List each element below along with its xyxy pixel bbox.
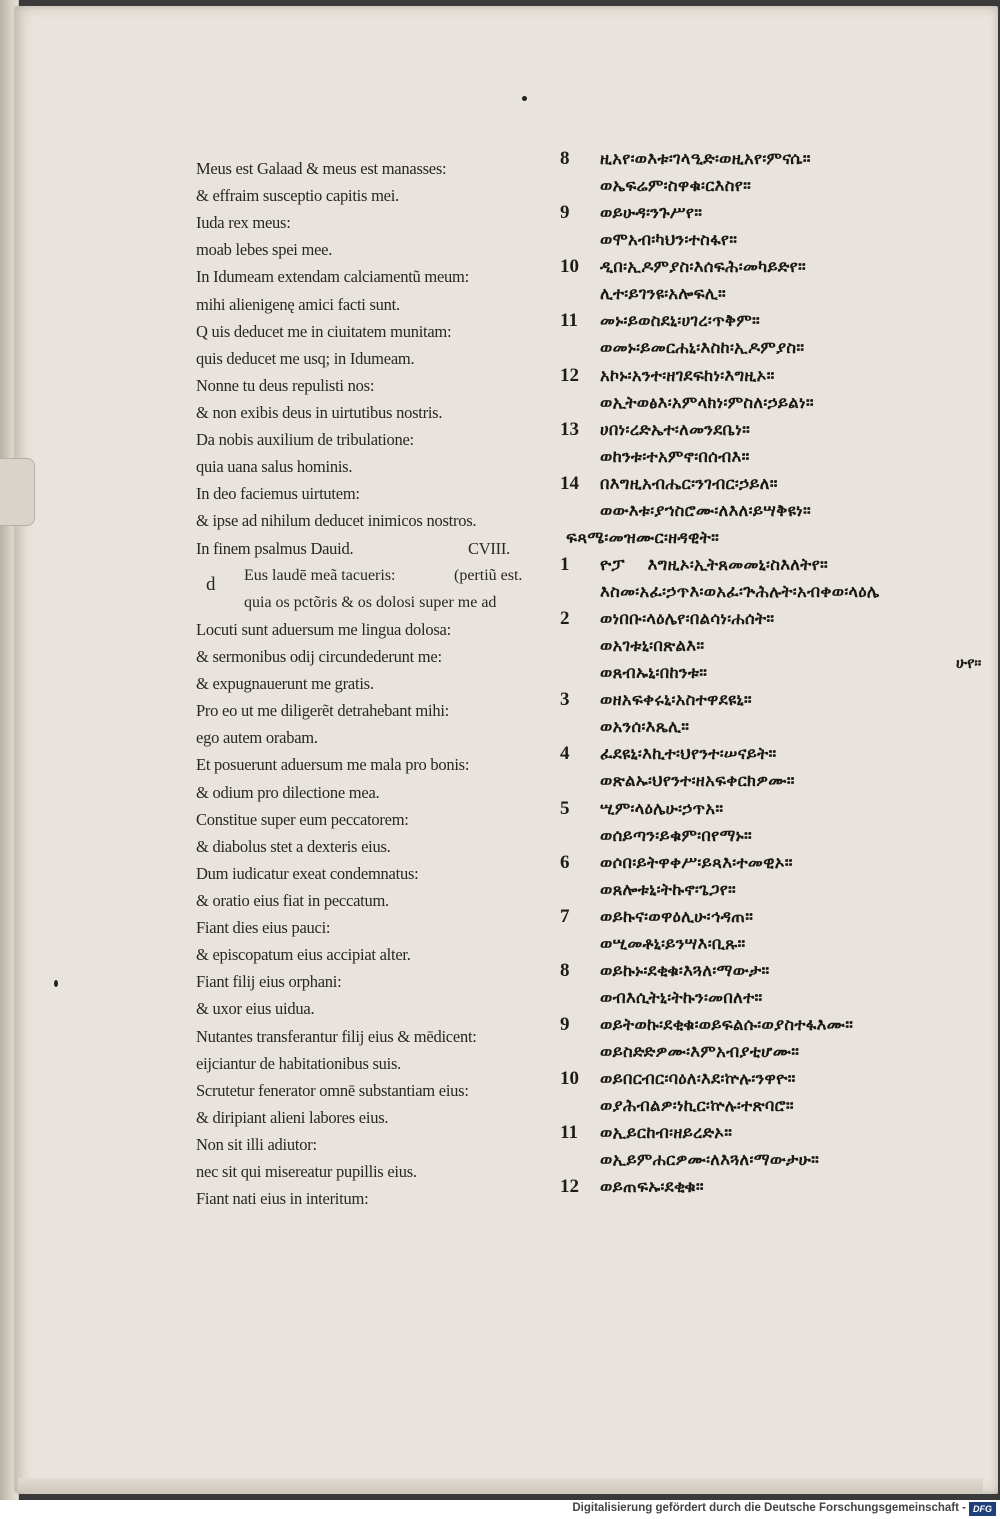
ethiopic-row	[560, 416, 980, 443]
ethiopic-line: ወሶበ፡ይትዋቀሥ፡ይጻእ፡ተመዊኦ።	[600, 852, 793, 872]
ethiopic-row	[560, 253, 980, 280]
ethiopic-row	[560, 713, 980, 740]
ethiopic-line: ወነበቡ፡ላዕሌየ፡በልሳነ፡ሐሰት።	[600, 609, 775, 629]
ethiopic-line: ወይሁዳ፡ንጉሥየ።	[600, 203, 703, 223]
ethiopic-row	[560, 524, 980, 551]
latin-line: quis deducet me usq; in Idumeam.	[196, 348, 415, 368]
ethiopic-line: ወይስድድዎሙ፡እምአብያቲሆሙ።	[600, 1042, 800, 1062]
latin-line: Pro eo ut me diligerẽt detrahebant mihi:	[196, 701, 450, 721]
page-tab-marker	[0, 458, 35, 526]
latin-line: Scrutetur fenerator omnē substantiam eius:	[196, 1080, 469, 1100]
ethiopic-line: ፈደዩኒ፡እኪተ፡ህየንተ፡ሠናይት።	[600, 744, 777, 764]
latin-line: & expugnauerunt me gratis.	[196, 674, 374, 694]
ethiopic-row	[560, 497, 980, 524]
latin-line: In deo faciemus uirtutem:	[196, 484, 360, 504]
ink-dot	[54, 980, 58, 987]
latin-line: Non sit illi adiutor:	[196, 1134, 317, 1154]
drop-line-1-tail: (pertiũ est.	[454, 566, 523, 584]
verse-number: 6	[560, 851, 570, 873]
latin-line: In Idumeam extendam calciamentũ meum:	[196, 267, 469, 287]
verse-number: 14	[560, 472, 579, 494]
ethiopic-row	[560, 1038, 980, 1065]
psalm-heading-number: CVIII.	[468, 538, 511, 558]
latin-line: & sermonibus odij circundederunt me:	[196, 646, 442, 666]
ethiopic-line: ወይኩና፡ወዋዕሊሁ፡ኅዳጠ።	[600, 906, 754, 926]
verse-number: 13	[560, 418, 579, 440]
psalm-heading	[196, 535, 541, 562]
latin-line: Iuda rex meus:	[196, 213, 291, 233]
latin-line: Fiant dies eius pauci:	[196, 918, 331, 938]
latin-line: Fiant filij eius orphani:	[196, 972, 342, 992]
ethiopic-line: ወሞአብ፡ካህን፡ተስፋየ።	[600, 230, 738, 250]
ethiopic-line: ሊተ፡ይገንዩ፡አሎፍሊ።	[600, 284, 726, 304]
drop-line-1-main: Eus laudē meã tacueris:	[244, 566, 396, 584]
verse-number: 12	[560, 364, 579, 386]
verse-number: 12	[560, 1176, 579, 1198]
ethiopic-line: ወሢመቶኒ፡ይንሣእ፡ቢጹ።	[600, 933, 746, 953]
footer-credit: Digitalisierung gefördert durch die Deutsche Forschungsgemeinschaft -	[572, 1502, 966, 1514]
ethiopic-line: ወዘአፍቀሩኒ፡አስተዋደዩኒ።	[600, 690, 752, 710]
ethiopic-row	[560, 740, 980, 767]
ethiopic-row	[560, 172, 980, 199]
ethiopic-line: ዮፓ እግዚኦ፡ኢትጸመመኒ፡ስእለትየ።	[600, 554, 829, 574]
verse-number: 8	[560, 959, 570, 981]
dfg-logo: DFG	[969, 1502, 996, 1516]
ethiopic-line: ወይትወኩ፡ደቂቁ፡ወይፍልሱ፡ወያስተፋእሙ።	[600, 1015, 854, 1034]
ethiopic-row	[560, 686, 980, 713]
ethiopic-line: ዲበ፡ኢዶምያስ፡እሰፍሕ፡መካይድየ።	[600, 257, 806, 277]
verse-number: 5	[560, 797, 570, 819]
verse-number: 9	[560, 202, 570, 224]
latin-line: Fiant nati eius in interitum:	[196, 1189, 369, 1209]
ethiopic-line: ወውእቱ፡ያኀስሮሙ፡ለእለ፡ይሣቅዩነ።	[600, 500, 811, 520]
ethiopic-line: ወአገቱኒ፡በጽልእ።	[600, 636, 705, 656]
ethiopic-row	[560, 957, 980, 984]
ethiopic-line: እስመ፡አፈ፡ኃጥእ፡ወአፈ፡ጕሕሉት፡አብቀወ፡ላዕሌ	[600, 582, 880, 601]
ethiopic-line: ወመኑ፡ይመርሐኒ፡እስከ፡ኢዶምያስ።	[600, 338, 805, 358]
latin-line: & ipse ad nihilum deducet inimicos nostros.	[196, 511, 477, 531]
ink-dot	[522, 96, 527, 101]
latin-line: Da nobis auxilium de tribulatione:	[196, 430, 414, 450]
latin-line: Dum iudicatur exeat condemnatus:	[196, 863, 419, 883]
latin-line: Meus est Galaad & meus est manasses:	[196, 159, 447, 178]
ethiopic-line: ወኢይርከብ፡ዘይረድኦ።	[600, 1123, 733, 1143]
ethiopic-row	[560, 470, 980, 497]
ethiopic-row	[560, 551, 980, 578]
latin-lines-after	[196, 616, 541, 1212]
ethiopic-line: መኑ፡ይወስደኒ፡ሀገረ፡ጥቅም።	[600, 311, 761, 331]
drop-initial: d	[206, 573, 216, 595]
ethiopic-row	[560, 1092, 980, 1119]
ethiopic-row	[560, 443, 980, 470]
ethiopic-line: ወይበርብር፡ባዕለ፡እደ፡ኵሉ፡ንዋዮ።	[600, 1069, 796, 1089]
verse-number: 10	[560, 1068, 579, 1090]
ethiopic-row	[560, 145, 980, 172]
ethiopic-row	[560, 903, 980, 930]
ethiopic-line: ሀበነ፡ረድኤተ፡ለመንደቤነ።	[600, 419, 751, 439]
ethiopic-row	[560, 659, 980, 686]
ethiopic-row	[560, 389, 980, 416]
verse-number: 10	[560, 256, 579, 278]
latin-line: & oratio eius fiat in peccatum.	[196, 890, 389, 910]
latin-line: eijciantur de habitationibus suis.	[196, 1053, 402, 1073]
latin-lines-before	[196, 155, 541, 535]
ethiopic-line: ወይጠፍኡ፡ደቂቁ።	[600, 1177, 704, 1197]
ethiopic-row	[560, 876, 980, 903]
latin-line: Nutantes transferantur filij eius & mēdicent:	[196, 1026, 477, 1046]
drop-line-1	[244, 562, 523, 589]
latin-line: quia uana salus hominis.	[196, 457, 353, 477]
ethiopic-row	[560, 362, 980, 389]
verse-number: 1	[560, 553, 570, 575]
latin-line: & episcopatum eius accipiat alter.	[196, 945, 411, 965]
verse-number: 4	[560, 743, 570, 765]
latin-line: & diripiant alieni labores eius.	[196, 1107, 389, 1127]
verse-number: 3	[560, 689, 570, 711]
ethiopic-row	[560, 795, 980, 822]
latin-line: & non exibis deus in uirtutibus nostris.	[196, 402, 443, 422]
latin-line: Constitue super eum peccatorem:	[196, 809, 409, 829]
latin-line: Nonne tu deus repulisti nos:	[196, 375, 375, 395]
ethiopic-line: ወጸብኡኒ፡በከንቱ።	[600, 663, 708, 683]
ethiopic-row	[560, 849, 980, 876]
latin-line: & diabolus stet a dexteris eius.	[196, 836, 391, 856]
ethiopic-row	[560, 334, 980, 361]
ethiopic-row	[560, 822, 980, 849]
ethiopic-line: ወብእሲትኒ፡ትኩን፡መበለተ።	[600, 987, 763, 1007]
latin-line: & odium pro dilectione mea.	[196, 782, 380, 802]
ethiopic-line: በእግዚአብሔር፡ንገብር፡ኃይለ።	[600, 473, 778, 493]
latin-line: Et posuerunt aduersum me mala pro bonis:	[196, 755, 470, 775]
ethiopic-line: ወከንቱ፡ተአምኖ፡በሰብእ።	[600, 446, 750, 466]
latin-line: & uxor eius uidua.	[196, 999, 315, 1019]
ethiopic-line: አኮኑ፡አንተ፡ዘገደፍከነ፡እግዚኦ።	[600, 365, 775, 385]
ethiopic-line: ሢም፡ላዕሌሁ፡ኃጥአ።	[600, 798, 724, 818]
latin-line: Q uis deducet me in ciuitatem munitam:	[196, 321, 452, 341]
verse-number: 11	[560, 1122, 578, 1144]
ethiopic-row	[560, 984, 980, 1011]
ethiopic-line: ዚአየ፡ወእቱ፡ገላዒድ፡ወዚአየ፡ምናሴ።	[600, 149, 811, 168]
ethiopic-row	[560, 1173, 980, 1200]
psalm-heading-title: In finem psalmus Dauid.	[196, 538, 354, 558]
ethiopic-line: ወጽልኡ፡ህየንተ፡ዘአፍቀርክዎሙ።	[600, 771, 795, 791]
latin-line: moab lebes spei mee.	[196, 240, 333, 260]
page-bottom-edge	[18, 1478, 983, 1492]
ethiopic-row	[560, 280, 980, 307]
ethiopic-row	[560, 578, 980, 605]
ethiopic-row	[560, 1146, 980, 1173]
ethiopic-line: ወያሕብልዎ፡ነኪር፡ኵሉ፡ተጽባሮ።	[600, 1096, 794, 1116]
drop-initial-block	[196, 562, 541, 616]
latin-line: nec sit qui misereatur pupillis eius.	[196, 1162, 417, 1182]
drop-line-2: quia os pctõris & os dolosi super me ad	[244, 593, 497, 611]
verse-number: 11	[560, 310, 578, 332]
ethiopic-line: ወኢትወፅእ፡አምላክነ፡ምስለ፡ኃይልነ።	[600, 392, 814, 412]
ethiopic-line: ወሰይጣን፡ይቁም፡በየማኑ።	[600, 825, 752, 845]
ethiopic-line: ወኤፍሬም፡ስዋቁ፡ርእስየ።	[600, 176, 752, 196]
latin-line: Locuti sunt aduersum me lingua dolosa:	[196, 619, 451, 639]
ethiopic-row	[560, 307, 980, 334]
latin-line: ego autem orabam.	[196, 728, 318, 748]
ethiopic-line: ወአንሰ፡እጼሊ።	[600, 717, 690, 737]
ethiopic-row	[560, 632, 980, 659]
verse-number: 9	[560, 1014, 570, 1035]
latin-column	[196, 155, 541, 1212]
verse-number: 8	[560, 148, 570, 169]
digitization-footer	[0, 1500, 1000, 1519]
ethiopic-line: ፍጻሜ፡መዝሙር፡ዘዳዊት።	[566, 527, 720, 547]
verse-number: 7	[560, 905, 570, 927]
ethiopic-row	[560, 930, 980, 957]
margin-note: ሁየ።	[956, 654, 982, 672]
ethiopic-line: ወጸሎቱኒ፡ትኩኖ፡ጌጋየ።	[600, 879, 737, 899]
verse-number: 2	[560, 608, 570, 630]
ethiopic-row	[560, 767, 980, 794]
ethiopic-row	[560, 1011, 980, 1038]
latin-line: mihi alienigenę amici facti sunt.	[196, 294, 400, 314]
latin-line: & effraim susceptio capitis mei.	[196, 186, 399, 206]
ethiopic-row	[560, 1119, 980, 1146]
ethiopic-row	[560, 605, 980, 632]
ethiopic-line: ወይኩኑ፡ደቂቁ፡እጓለ፡ማውታ።	[600, 960, 770, 980]
ethiopic-row	[560, 226, 980, 253]
ethiopic-row	[560, 199, 980, 226]
ethiopic-row	[560, 1065, 980, 1092]
ethiopic-column	[560, 145, 980, 1200]
ethiopic-line: ወኢይምሐርዎሙ፡ለእጓለ፡ማውታሁ።	[600, 1150, 820, 1170]
